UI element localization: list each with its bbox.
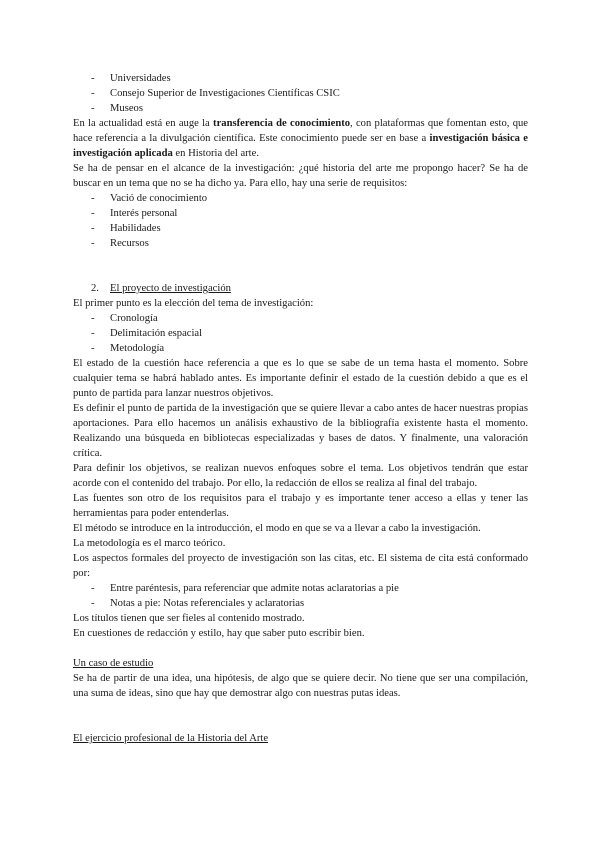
paragraph-topic: El primer punto es la elección del tema de investigación: (73, 298, 314, 309)
citation-list (73, 581, 528, 611)
list-item: - Consejo Superior de Investigaciones Científicas CSIC (91, 88, 340, 99)
heading-case-study: Un caso de estudio (73, 658, 154, 669)
institutions-list (73, 71, 528, 116)
bold-term: investigación básica e investigación aplicada (73, 133, 529, 159)
section-heading: 2. El proyecto de investigación (91, 283, 231, 294)
list-item: - Cronología (91, 313, 158, 324)
paragraph-transfer: En la actualidad está en auge la transferencia de conocimiento, con plataformas que fomentan esto, que hace referencia a la divulgación científica. Este conocimiento puede ser en base a investigación básica e investigación aplicada en Historia del arte. (73, 118, 529, 159)
paragraph-style: En cuestiones de redacción y estilo, hay que saber puto escribir bien. (73, 628, 365, 639)
heading-professional-practice: El ejercicio profesional de la Historia del Arte (73, 733, 269, 744)
list-item: - Recursos (91, 238, 149, 249)
paragraph-scope: Se ha de pensar en el alcance de la investigación: ¿qué historia del arte me propongo hacer? Se ha de buscar en un tema que no se ha dicho ya. Para ello, hay una serie de requisitos: (73, 163, 528, 189)
paragraph-case-study: Se ha de partir de una idea, una hipótesis, de algo que se quiere decir. No tiene que ser una compilación, una suma de ideas, sino que hay que demostrar algo con nuestras putas ideas. (73, 673, 528, 699)
paragraph-citations: Los aspectos formales del proyecto de investigación son las citas, etc. El sistema de cita está conformado por: (73, 553, 528, 579)
list-item: - Interés personal (91, 208, 178, 219)
paragraph-objectives: Para definir los objetivos, se realizan nuevos enfoques sobre el tema. Los objetivos tendrán que estar acorde con el contenido del trabajo. Por ello, la redacción de ellos se realiza al final del trabajo. (73, 463, 528, 489)
list-item: - Delimitación espacial (91, 328, 203, 339)
list-item: - Notas a pie: Notas referenciales y aclaratorias (91, 598, 305, 609)
paragraph-state: El estado de la cuestión hace referencia a que es lo que se sabe de un tema hasta el momento. Sobre cualquier tema se habrá hablado antes. Es importante definir el estado de la cuestión debido a que es el punto de partida para lanzar nuestros objetivos. (73, 358, 528, 399)
paragraph-titles: Los títulos tienen que ser fieles al contenido mostrado. (73, 613, 305, 624)
list-item: - Metodología (91, 343, 165, 354)
document-body (73, 71, 528, 746)
paragraph-method: El método se introduce en la introducción, el modo en que se va a llevar a cabo la investigación. (73, 523, 481, 534)
list-item: - Universidades (91, 73, 171, 84)
paragraph-starting-point: Es definir el punto de partida de la investigación que se quiere llevar a cabo antes de hacer nuestras propias aportaciones. Para ello hacemos un análisis exhaustivo de la bibliografía existente hasta el momento. Realizando una búsqueda en bibliotecas especializadas y bases de datos. Y finalmente, una valoración crítica. (73, 403, 528, 459)
list-item: - Museos (91, 103, 143, 114)
paragraph-methodology: La metodología es el marco teórico. (73, 538, 226, 549)
requirements-list (73, 191, 528, 251)
list-item: - Vació de conocimiento (91, 193, 208, 204)
bold-term: transferencia de conocimiento (213, 118, 351, 129)
topic-list (73, 311, 528, 356)
paragraph-sources: Las fuentes son otro de los requisitos para el trabajo y es importante tener acceso a ellas y tener las herramientas para poder entenderlas. (73, 493, 528, 519)
list-item: - Habilidades (91, 223, 161, 234)
list-item: - Entre paréntesis, para referenciar que admite notas aclaratorias a pie (91, 583, 399, 594)
